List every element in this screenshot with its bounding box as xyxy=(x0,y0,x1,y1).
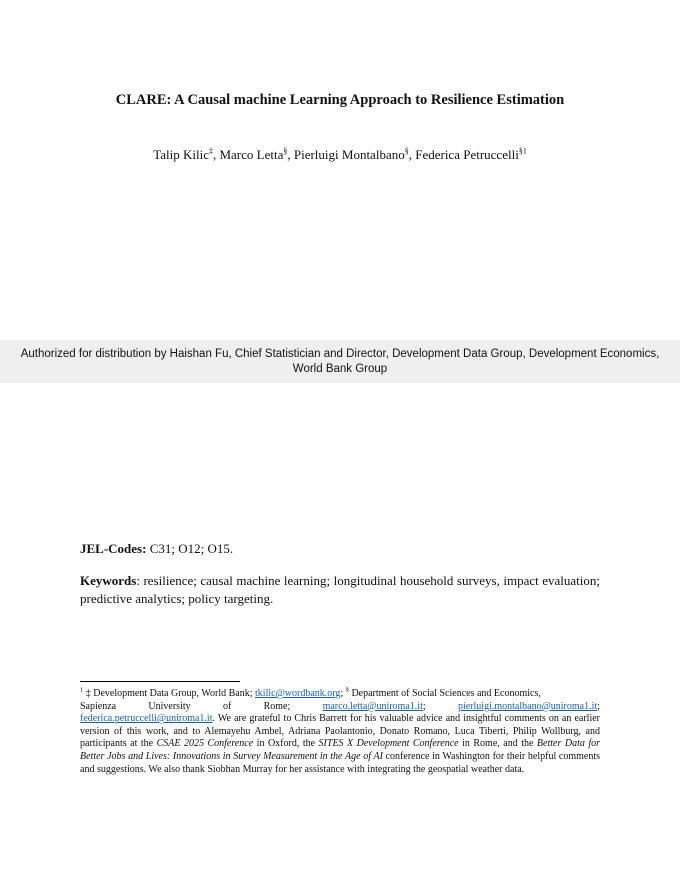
footnote-rule xyxy=(80,681,240,682)
keywords-value: : resilience; causal machine learning; longitudinal household surveys, impact evaluation; predictive analytics; policy targeting. xyxy=(80,573,600,606)
footnote-text: ; xyxy=(422,700,426,712)
footnote xyxy=(80,688,600,776)
affiliation-mark: §1 xyxy=(518,146,527,156)
footnote-marker: 1 xyxy=(80,686,84,694)
footnote-word: Sapienza xyxy=(80,700,117,712)
affiliation-mark: § xyxy=(404,146,409,156)
author-name: Marco Letta xyxy=(219,147,284,162)
footnote-text: ; xyxy=(597,700,600,712)
affiliation-mark: ‡ xyxy=(208,146,213,156)
footnote-text: in Rome, and the xyxy=(458,738,537,750)
email-link-petruccelli[interactable]: federica.petruccelli@uniroma1.it xyxy=(80,713,213,725)
footnote-text: ; xyxy=(340,688,346,699)
footnote-word: University xyxy=(148,700,191,712)
footnote-line-1 xyxy=(80,688,600,701)
conference-name: SITES X Development Conference xyxy=(318,738,459,750)
distribution-banner xyxy=(0,340,680,383)
author-name: Federica Petruccelli xyxy=(415,147,519,162)
affiliation-mark: § xyxy=(283,146,288,156)
email-link-kilic[interactable]: tkilic@wordbank.org xyxy=(255,688,341,699)
footnote-email-group xyxy=(323,701,426,714)
paper-title: CLARE: A Causal machine Learning Approach to Resilience Estimation xyxy=(115,92,565,108)
footnote-email-group xyxy=(458,701,600,714)
jel-codes xyxy=(80,541,600,557)
email-link-letta[interactable]: marco.letta@uniroma1.it xyxy=(322,700,423,712)
footnote-body xyxy=(80,713,600,776)
banner-line-2: World Bank Group xyxy=(292,363,388,375)
email-link-montalbano[interactable]: pierluigi.montalbano@uniroma1.it xyxy=(457,700,598,712)
author-list: Talip Kilic‡, Marco Letta§, Pierluigi Montalbano§, Federica Petruccelli$^{\S 1}$ xyxy=(153,146,527,162)
footnote-word: Rome; xyxy=(263,700,291,712)
footnote-text: conference in Washington for their helpful comments and suggestions. We also thank Siobhan Murray for her assistance with integrating the geospatial weather data. xyxy=(80,750,601,775)
affiliation-mark: § xyxy=(345,686,349,694)
author-name: Talip Kilic xyxy=(153,147,209,162)
jel-label: JEL-Codes: xyxy=(80,541,147,556)
banner-line-1: Authorized for distribution by Haishan Fu, Chief Statistician and Director, Development Data Group, Development Economics, xyxy=(20,348,660,360)
conference-name: Better Data for Better Jobs and Lives: Innovations in Survey Measurement in the Age of AI xyxy=(80,738,601,762)
footnote-text: . We are grateful to Chris Barrett for his valuable advice and insightful comments on an earlier version of this work, and to Alemayehu Ambel, Adriana Paolantonio, Donato Romano, Luca Tiberti, Philip Wollburg, and participants at the xyxy=(80,713,600,750)
footnote-text: Department of Social Sciences and Economics, xyxy=(348,688,541,699)
conference-name: CSAE 2025 Conference xyxy=(156,738,254,750)
footnote-line-2 xyxy=(80,701,600,714)
footnote-text: ‡ Development Data Group, World Bank; xyxy=(83,688,256,699)
footnote-text: in Oxford, the xyxy=(253,738,319,750)
jel-value: C31; O12; O15. xyxy=(146,541,234,556)
keywords xyxy=(80,572,600,608)
keywords-label: Keywords xyxy=(80,573,137,588)
footnote-word: of xyxy=(222,700,232,712)
author-name: Pierluigi Montalbano xyxy=(293,147,405,162)
